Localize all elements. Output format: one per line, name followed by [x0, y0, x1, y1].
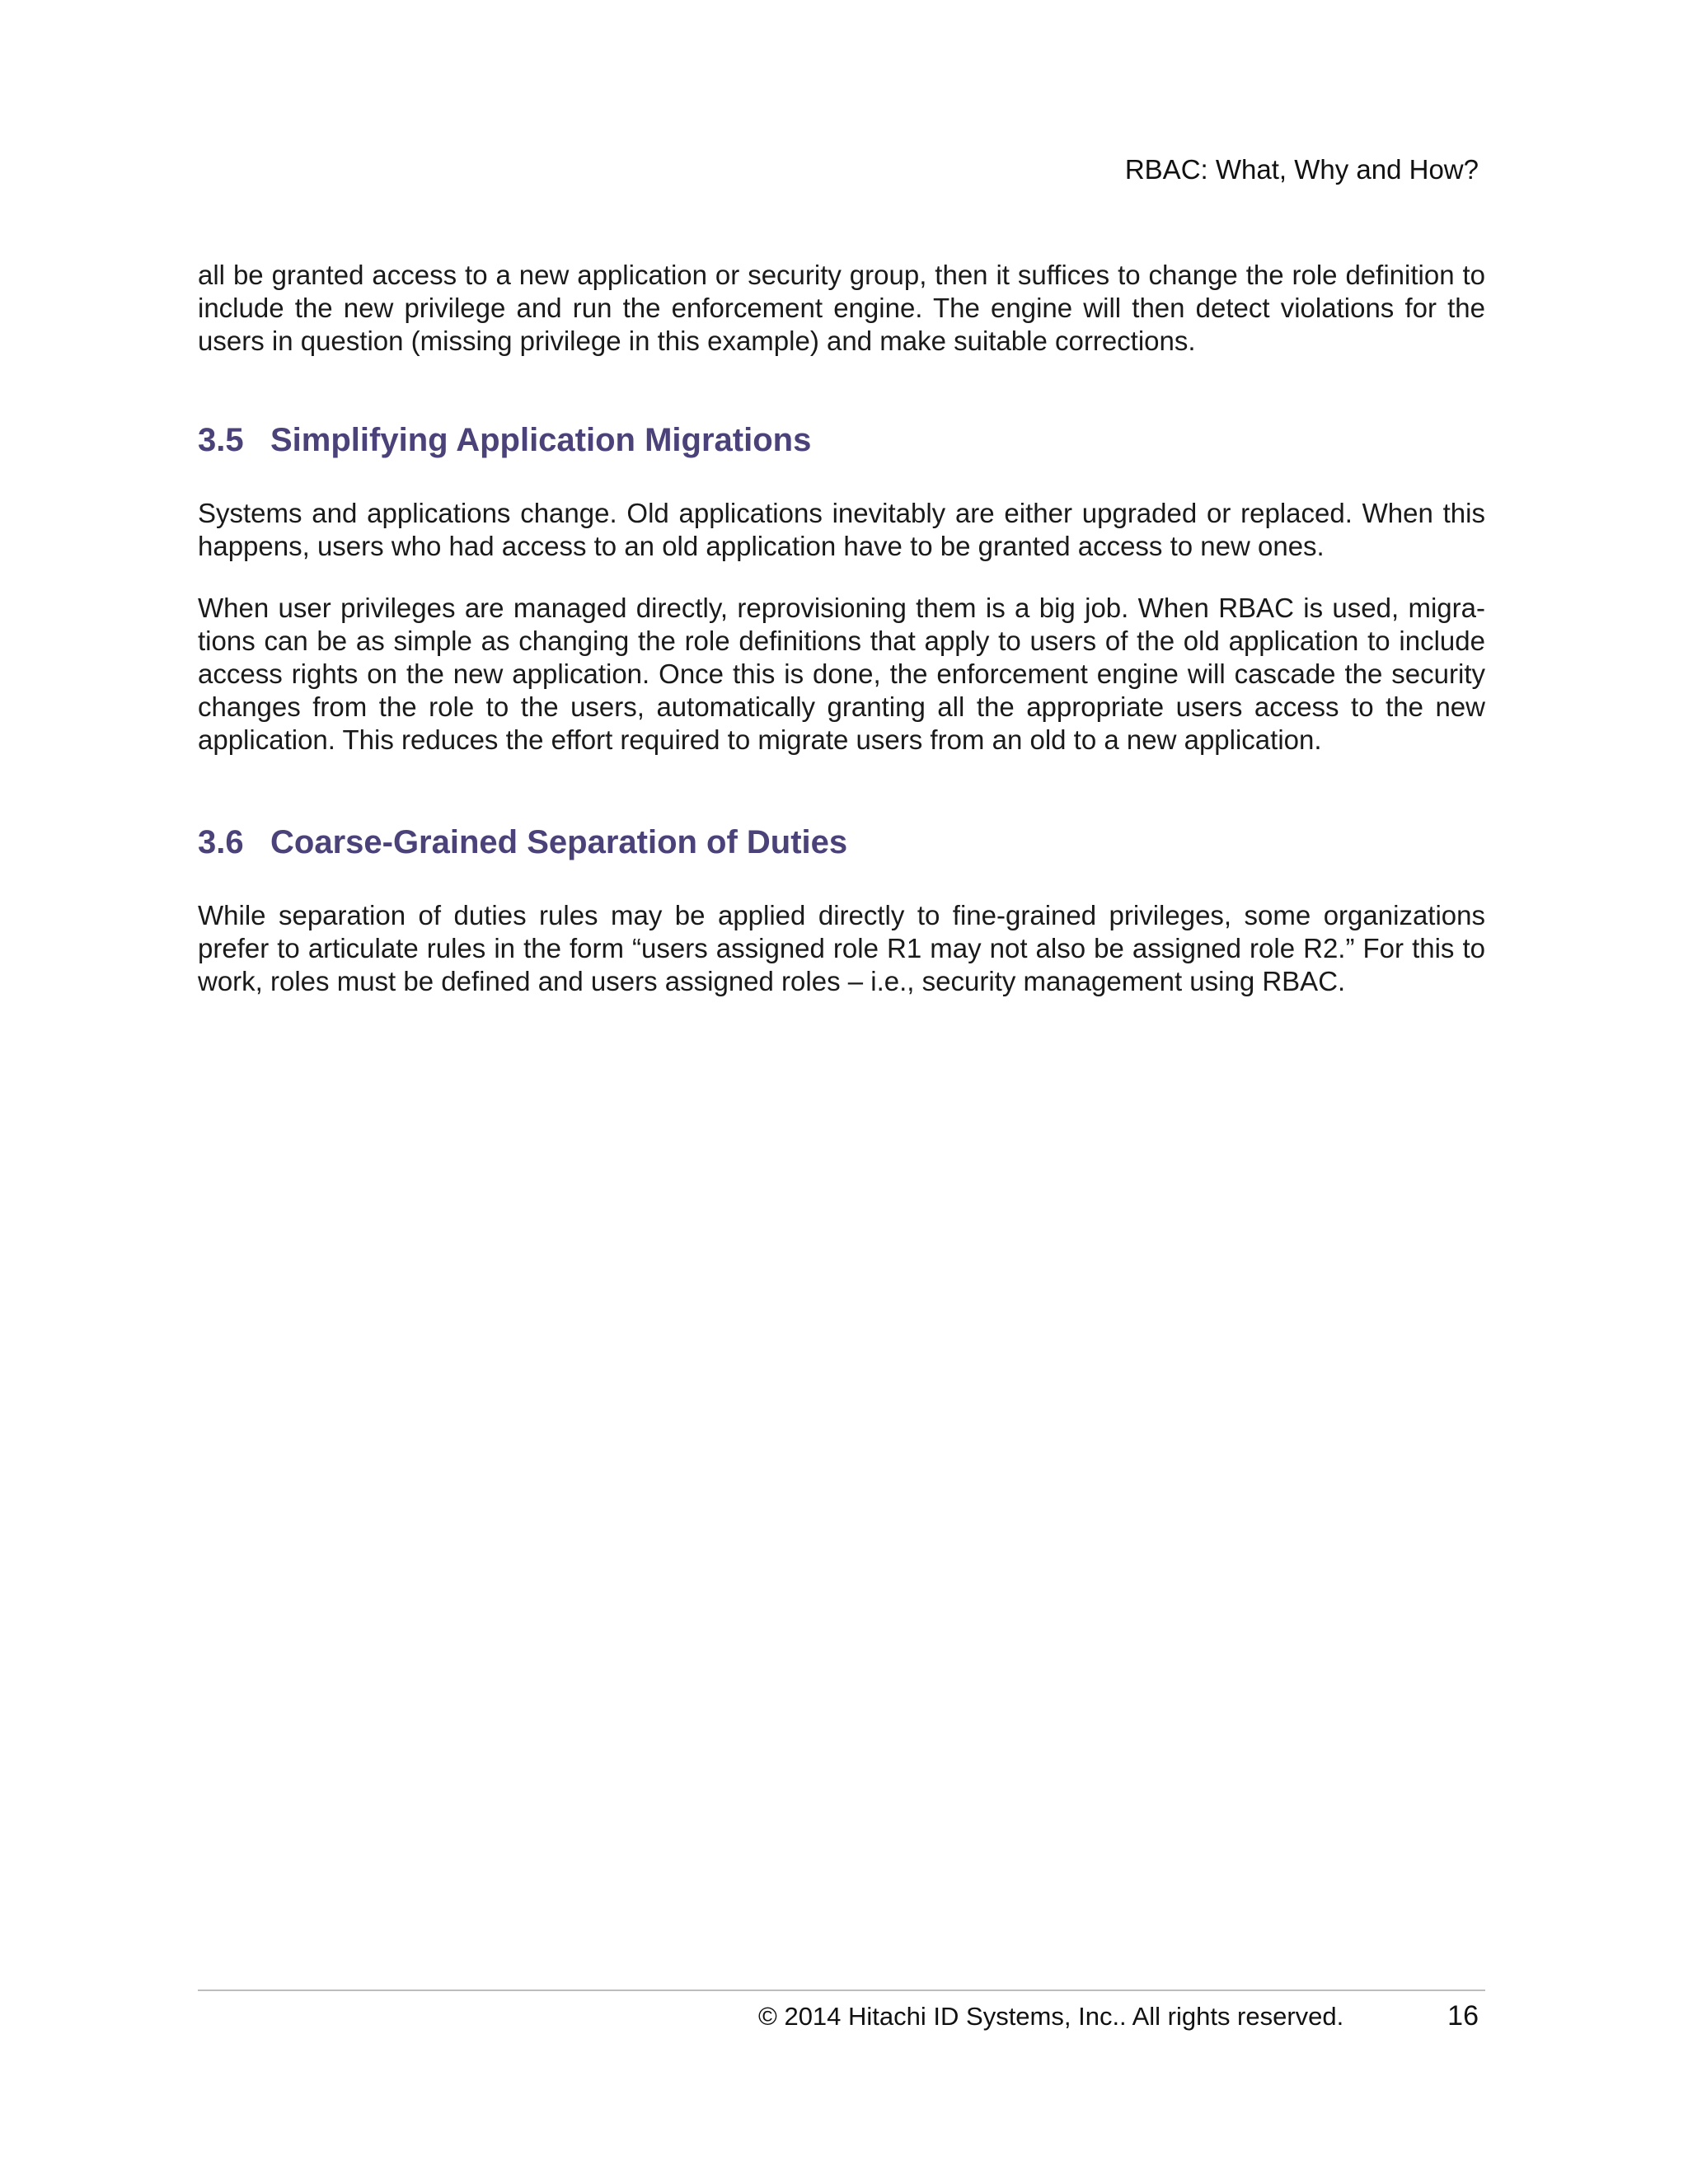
- section-title: Coarse-Grained Separation of Duties: [270, 824, 848, 860]
- body-paragraph: Systems and applications change. Old applications inevitably are either upgraded or replaced. When this happens, users who had access to an old application have to be granted access to new ones.: [198, 498, 1485, 561]
- section-3-6: [198, 823, 1485, 998]
- body-paragraph: When user privileges are managed directly, reprovisioning them is a big job. When RBAC is used, migrations can be as simple as changing the role definitions that apply to users of the old application to include access rights on the new application. Once this is done, the enforcement engine will cascade the security changes from the role to the users, automatically granting all the appropriate users access to the new application. This reduces the effort required to migrate users from an old to a new application.: [198, 593, 1485, 755]
- section-heading: [198, 823, 1485, 862]
- page-content: [198, 259, 1485, 998]
- section-number: 3.6: [198, 824, 244, 860]
- body-paragraph: While separation of duties rules may be applied directly to fine-grained privileges, some organizations prefer to articulate rules in the form “users assigned role R1 may not also be assigned role R2.” For this to work, roles must be defined and users assigned roles – i.e., security management using RBAC.: [198, 900, 1485, 996]
- running-header-title: RBAC: What, Why and How?: [1124, 154, 1479, 185]
- page-number: 16: [1447, 2000, 1479, 2032]
- section-heading: [198, 420, 1485, 460]
- section-title: Simplifying Application Migrations: [270, 422, 812, 458]
- intro-paragraph: all be granted access to a new application or security group, then it suffices to change the role definition to include the new privilege and run the enforcement engine. The engine will then detect violations for the users in question (missing privilege in this example) and make suitable corrections.: [198, 260, 1485, 356]
- footer-copyright: © 2014 Hitachi ID Systems, Inc.. All rights reserved.: [758, 2002, 1344, 2031]
- section-3-5: [198, 420, 1485, 757]
- section-number: 3.5: [198, 422, 244, 458]
- footer-divider: [198, 1990, 1485, 1991]
